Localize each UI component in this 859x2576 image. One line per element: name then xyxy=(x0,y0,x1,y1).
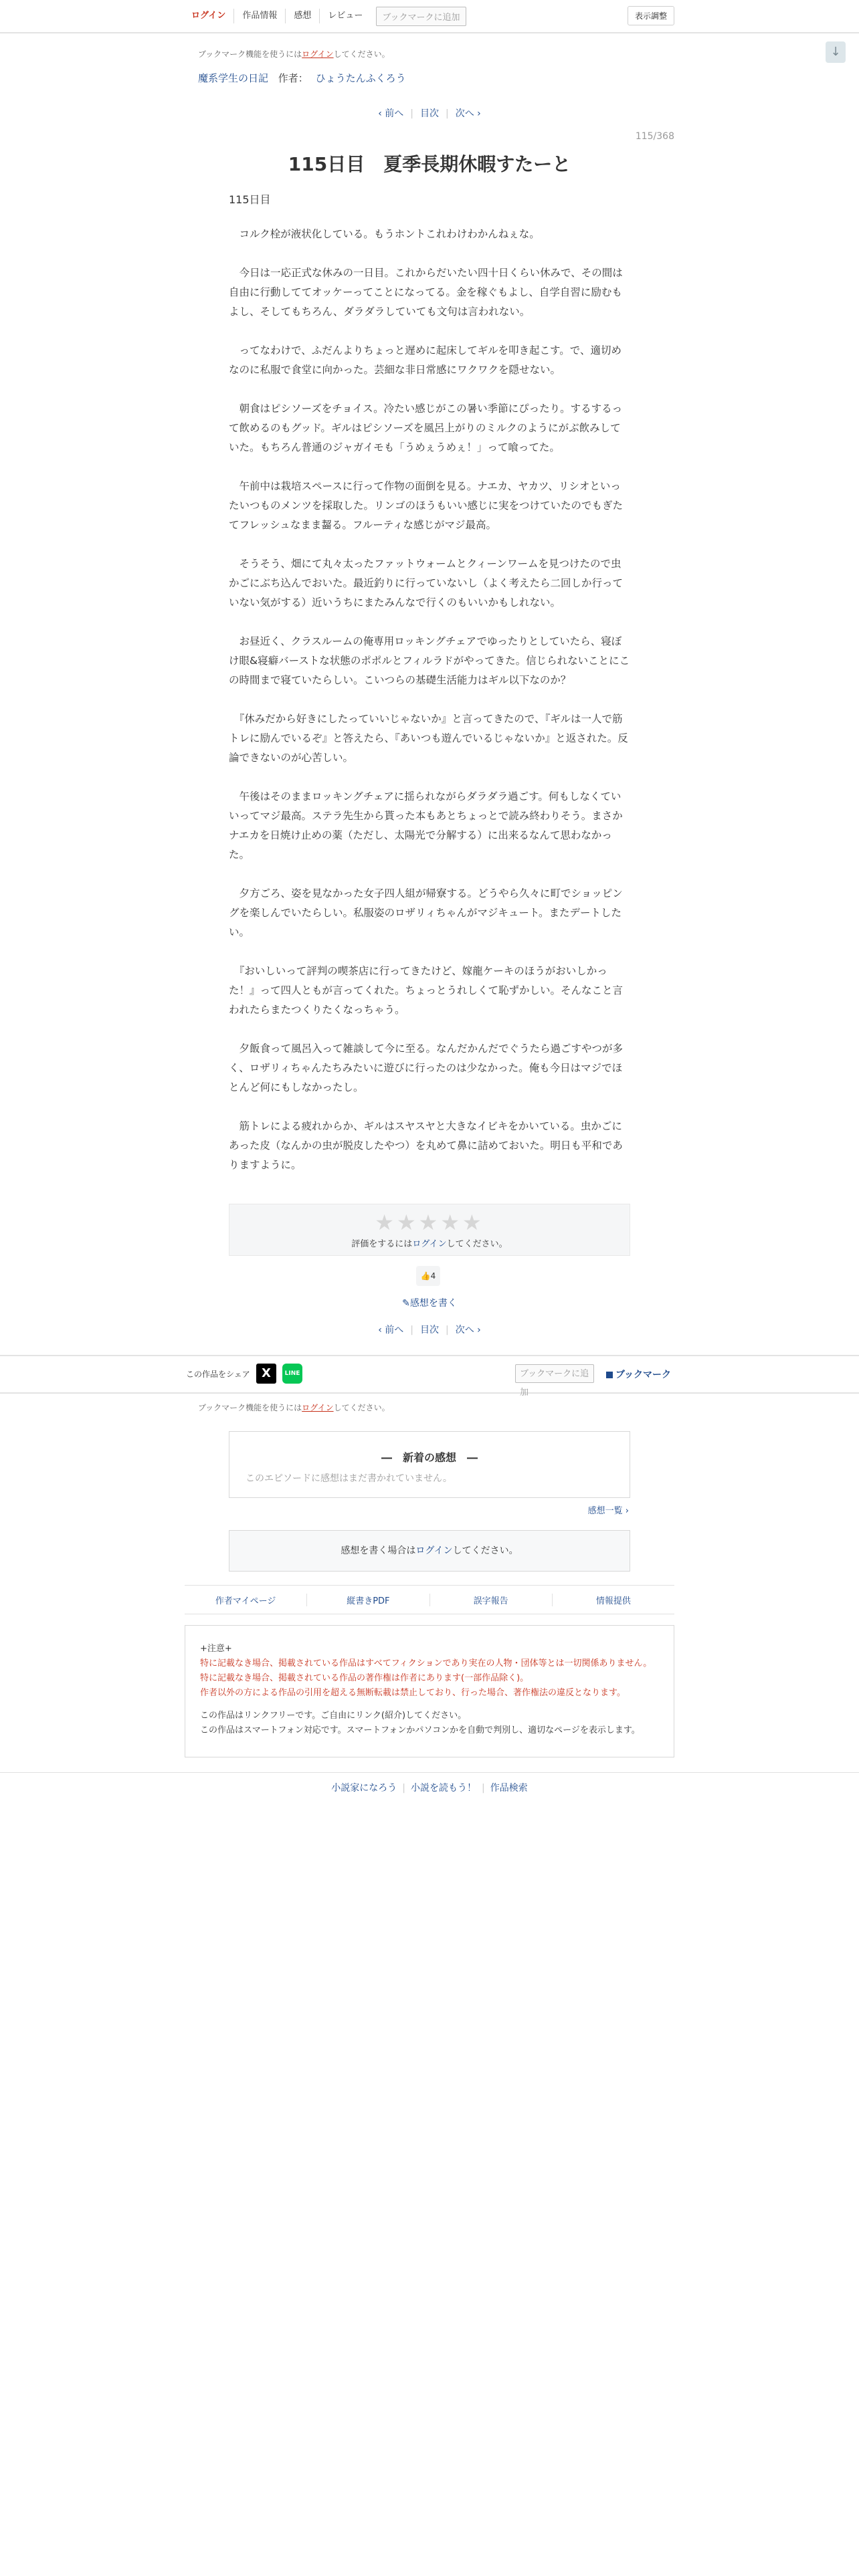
body-paragraph: 夕方ごろ、姿を見なかった女子四人組が帰寮する。どうやら久々に町でショッピングを楽しんでいたらしい。私服姿のロザリィちゃんがマジキュート。またデートしたい。 xyxy=(229,887,623,938)
author-label: 作者： xyxy=(278,72,308,84)
body-paragraph: ってなわけで、ふだんよりちょっと遅めに起床してギルを叩き起こす。で、適切めなのに私服で食堂に向かった。芸細な非日常感にワクワクを隠せない。 xyxy=(229,344,622,376)
share-bar xyxy=(0,1355,859,1398)
bookmark-button[interactable] xyxy=(606,1368,671,1381)
new-impressions-box xyxy=(229,1431,630,1498)
share-label: この作品をシェア xyxy=(186,1370,250,1379)
impression-login-box xyxy=(229,1530,630,1572)
star-rating-icons[interactable]: ★★★★★ xyxy=(375,1210,484,1235)
site-header xyxy=(0,0,859,33)
caution-title: +注意+ xyxy=(200,1644,232,1654)
footer-link-narou[interactable]: 小説家になろう xyxy=(331,1783,397,1794)
impression-login-suffix: してください。 xyxy=(452,1545,518,1556)
new-impressions-heading: ― 新着の感想 ― xyxy=(381,1451,478,1464)
bookmark-button-label: ブックマーク xyxy=(615,1370,672,1380)
bookmark-notice-login-link[interactable]: ログイン xyxy=(302,1403,334,1412)
body-paragraph: コルク栓が液状化している。もうホントこれわけわかんねぇな。 xyxy=(229,228,540,240)
bookmark-notice-bottom xyxy=(198,1402,390,1413)
rating-suffix: してください。 xyxy=(446,1239,508,1249)
page-count: 115/368 xyxy=(635,131,674,142)
impression-login-link[interactable]: ログイン xyxy=(415,1545,453,1556)
body-paragraph: 今日は一応正式な休みの一日目。これからだいたい四十日くらい休みで、その間は自由に行動しててオッケーってことになってる。金を稼ぐもよし、自学自習に励むもよし、そしてもちろん、ダラダラしていても文句は言われない。 xyxy=(229,267,623,318)
toc-link[interactable]: 目次 xyxy=(420,108,439,119)
footer-link-yomou[interactable]: 小説を読もう！ xyxy=(411,1783,476,1794)
site-footer: 小説家になろう | 小説を読もう！ | 作品検索 xyxy=(0,1772,859,1804)
caution-line: 作者以外の方による作品の引用を超える無断転載は禁止しており、行った場合、著作権法の違反となります。 xyxy=(200,1688,626,1698)
info-report-link[interactable]: 情報提供 xyxy=(595,1596,631,1606)
next-link[interactable]: 次へ › xyxy=(455,1325,481,1335)
author-link[interactable]: ひょうたんふくろう xyxy=(315,72,406,84)
scroll-down-icon[interactable]: ↓ xyxy=(826,41,846,63)
impressions-list-link[interactable]: 感想一覧 › xyxy=(587,1506,629,1516)
like-button[interactable] xyxy=(416,1266,440,1286)
episode-subtitle: 115日目 xyxy=(229,193,271,206)
body-paragraph: 朝食はピシソーズをチョイス。冷たい感じがこの暑い季節にぴったり。するするって飲めるのもグッド。ギルはピシソーズを風呂上がりのミルクのようにがぶ飲みしていた。もちろん普通のジャガイモも「うめぇうめぇ！」って喰ってた。 xyxy=(229,403,623,453)
x-share-icon[interactable]: X xyxy=(256,1364,276,1384)
login-link[interactable]: ログイン xyxy=(185,9,234,23)
rating-login-link[interactable]: ログイン xyxy=(412,1239,447,1249)
bottom-pager: ‹ 前へ | 目次 | 次へ › xyxy=(378,1325,481,1335)
body-paragraph: 夕飯食って風呂入って雑談して今に至る。なんだかんだでぐうたら過ごすやつが多く、ロザリィちゃんたちみたいに遊びに行ったのは少なかった。俺も今日はマジでほとんど何にもしなかったし。 xyxy=(229,1043,624,1093)
nav-impressions[interactable]: 感想 xyxy=(286,9,320,23)
prev-link[interactable]: ‹ 前へ xyxy=(378,108,404,119)
like-count: 4 xyxy=(430,1271,436,1281)
nav-work-info[interactable]: 作品情報 xyxy=(234,9,286,23)
line-share-icon[interactable]: LINE xyxy=(282,1364,302,1384)
next-link[interactable]: 次へ › xyxy=(455,108,481,119)
footer-link-search[interactable]: 作品検索 xyxy=(490,1783,528,1794)
bookmark-notice-prefix: ブックマーク機能を使うには xyxy=(198,49,302,59)
caution-line: 特に記載なき場合、掲載されている作品はすべてフィクションであり実在の人物・団体等とは一切関係ありません。 xyxy=(200,1658,652,1669)
work-footer-links xyxy=(185,1585,674,1614)
author-mypage-link[interactable]: 作者マイページ xyxy=(185,1594,307,1606)
header-bookmark-button[interactable]: ブックマークに追加 xyxy=(376,7,466,26)
display-settings-button[interactable]: 表示調整 xyxy=(628,6,674,25)
episode-title: 115日目 夏季長期休暇すたーと xyxy=(288,153,571,175)
bookmark-notice-login-link[interactable]: ログイン xyxy=(302,49,334,59)
vertical-pdf-link[interactable]: 縦書きPDF xyxy=(307,1594,430,1606)
impression-login-prefix: 感想を書く場合は xyxy=(341,1545,416,1556)
bookmark-notice xyxy=(198,48,390,60)
top-pager: ‹ 前へ | 目次 | 次へ › xyxy=(378,108,481,119)
prev-link[interactable]: ‹ 前へ xyxy=(378,1325,404,1335)
bookmark-notice-prefix: ブックマーク機能を使うには xyxy=(198,1403,302,1412)
header-nav xyxy=(185,5,466,27)
body-paragraph: 午後はそのままロッキングチェアに揺られながらダラダラ過ごす。何もしなくていいってマジ最高。ステラ先生から貰った本もあとちょっとで読み終わりそう。まさかナエカを日焼け止めの薬（ただし、太陽光で分解する）に出来るなんて思わなかった。 xyxy=(229,790,623,861)
body-paragraph: 筋トレによる疲れからか、ギルはスヤスヤと大きなイビキをかいている。虫かごにあった皮（なんかの虫が脱皮したやつ）を丸めて鼻に詰めておいた。明日も平和でありますように。 xyxy=(229,1120,623,1171)
bookmark-notice-suffix: してください。 xyxy=(333,1403,390,1412)
series-info xyxy=(198,71,406,85)
no-impressions-text: このエピソードに感想はまだ書かれていません。 xyxy=(246,1473,452,1484)
write-impression-link[interactable]: ✎感想を書く xyxy=(402,1298,457,1309)
body-paragraph: お昼近く、クラスルームの俺専用ロッキングチェアでゆったりとしていたら、寝ぼけ眼&寝癖バーストな状態のポポルとフィルラドがやってきた。信じられないことにこの時間まで寝ていたらしい。こいつらの基礎生活能力はギル以下なのか？ xyxy=(229,635,630,686)
caution-note: この作品はリンクフリーです。ご自由にリンク(紹介)してください。 xyxy=(200,1711,467,1721)
rating-prefix: 評価をするには xyxy=(351,1239,413,1249)
caution-line: 特に記載なき場合、掲載されている作品の著作権は作者にあります(一部作品除く)。 xyxy=(200,1673,529,1683)
rating-message xyxy=(229,1237,630,1249)
rating-box xyxy=(229,1204,630,1256)
toc-link[interactable]: 目次 xyxy=(420,1325,439,1335)
series-title-link[interactable]: 魔系学生の日記 xyxy=(198,72,269,84)
body-paragraph: 午前中は栽培スペースに行って作物の面倒を見る。ナエカ、ヤカツ、リシオといったいつものメンツを採取した。リンゴのほうもいい感じに実をつけていたのでもぎたてフレッシュなまま齧る。フルーティな感じがマジ最高。 xyxy=(229,480,624,531)
bookmark-add-field[interactable]: ブックマークに追加 xyxy=(515,1364,594,1383)
bookmark-notice-suffix: してください。 xyxy=(333,49,390,59)
body-paragraph: 『休みだから好きにしたっていいじゃないか』と言ってきたので、『ギルは一人で筋トレに励んでいるぞ』と答えたら、『あいつも遊んでいるじゃないか』と返された。反論できないのが心苦しい。 xyxy=(229,713,628,764)
episode-body xyxy=(229,225,630,1194)
caution-box xyxy=(185,1625,674,1757)
typo-report-link[interactable]: 誤字報告 xyxy=(430,1594,553,1606)
body-paragraph: そうそう、畑にて丸々太ったファットウォームとクィーンワームを見つけたので虫かごにぶち込んでおいた。最近釣りに行っていないし（よく考えたら二回しか行っていない気がする）近いうちにまたみんなで行くのもいいかもしれない。 xyxy=(229,558,624,609)
nav-reviews[interactable]: レビュー xyxy=(328,11,363,21)
caution-note: この作品はスマートフォン対応です。スマートフォンかパソコンかを自動で判別し、適切なページを表示します。 xyxy=(200,1725,640,1735)
body-paragraph: 『おいしいって評判の喫茶店に行ってきたけど、嫁龍ケーキのほうがおいしかった！』って四人ともが言ってくれた。ちょっとうれしくて恥ずかしい。そんなこと言われたらまたつくりたくなっちゃう。 xyxy=(229,965,624,1016)
bookmark-square-icon xyxy=(606,1372,613,1378)
thumbs-up-icon: 👍 xyxy=(420,1271,431,1281)
